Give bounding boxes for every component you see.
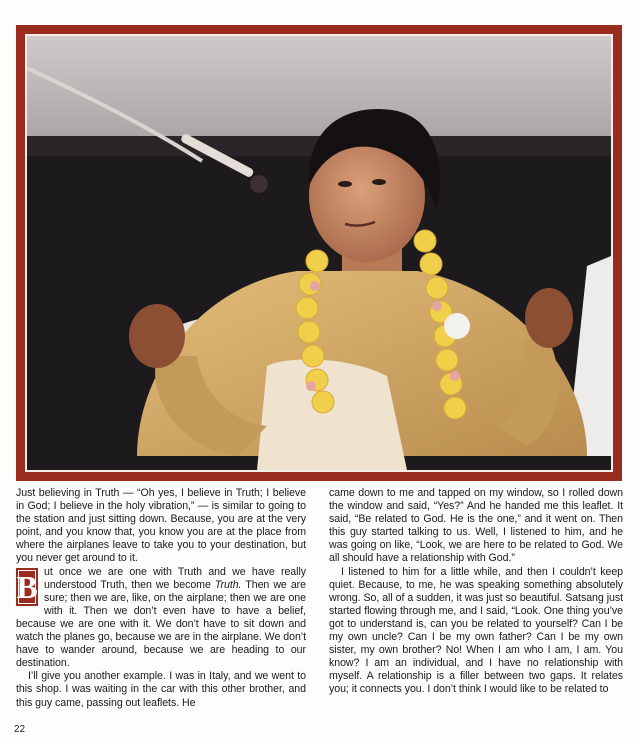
photo-frame [16,25,622,481]
paragraph: came down to me and tapped on my window, so I rolled down the window and said, “Yes?” And he handed me this leaflet. It said, “Be related to God. He is the one,” and it went on. Then this guy started talking to us. Well, I listened to him, and he was going on like, “Look, we are here to be related to God. We all should have a relationship with God.” [329,487,623,565]
text-column-right [329,487,623,697]
speaker-photo [27,36,611,470]
text-column-left [16,487,306,710]
background-wall [27,36,611,144]
paragraph-dropcap [16,566,306,671]
paragraph-text: ut once we are one with Truth and we have really understood Truth, then we become [44,565,306,591]
photograph [25,34,613,472]
left-hand [129,304,185,368]
paragraph: Just believing in Truth — “Oh yes, I believe in Truth; I believe in God; I believe in the holy vibration,” — is similar to going to the station and just sitting down. Because, you are at the very point, and you know that, you know you are at the place from where the airplanes leave to take you to your destination, but you never get around to it. [16,487,306,565]
drop-cap: B [16,568,38,605]
paragraph: I’ll give you another example. I was in Italy, and we went to this shop. I was waiting in the car with this other brother, and this guy came, passing out leaflets. He [16,670,306,709]
white-flower [444,313,470,339]
page-number: 22 [14,724,26,735]
paragraph: I listened to him for a little while, and then I couldn’t keep quiet. Because, to me, he was speaking something absolutely wrong. So, all of a sudden, it was just so beautiful. Satsang just started flowing through me, and I said, “Look. One thing you’ve got to understand is, can you be related to yourself? Can I be my own uncle? Can I be my own father? Can I be my own sister, my own brother? No! When I am who I am, I am. You know? I am an individual, and I have no relationship with myself. A relationship is a filler between two gaps. It relates you; it connects you. I don’t think I would like to be related to [329,565,623,696]
italic-word: Truth. [214,578,242,591]
lap-cloth [257,359,407,470]
right-hand [525,288,573,348]
paragraph-text: Then we are sure; then we are, like, on the airplane; then we are one with it. Then we don’t even have to have a belief, because we are one with it. We don’t have to sit down and watch the planes go, because we are in the airplane. We don’t have to wander around, because we are heading to our destination. [16,578,306,670]
